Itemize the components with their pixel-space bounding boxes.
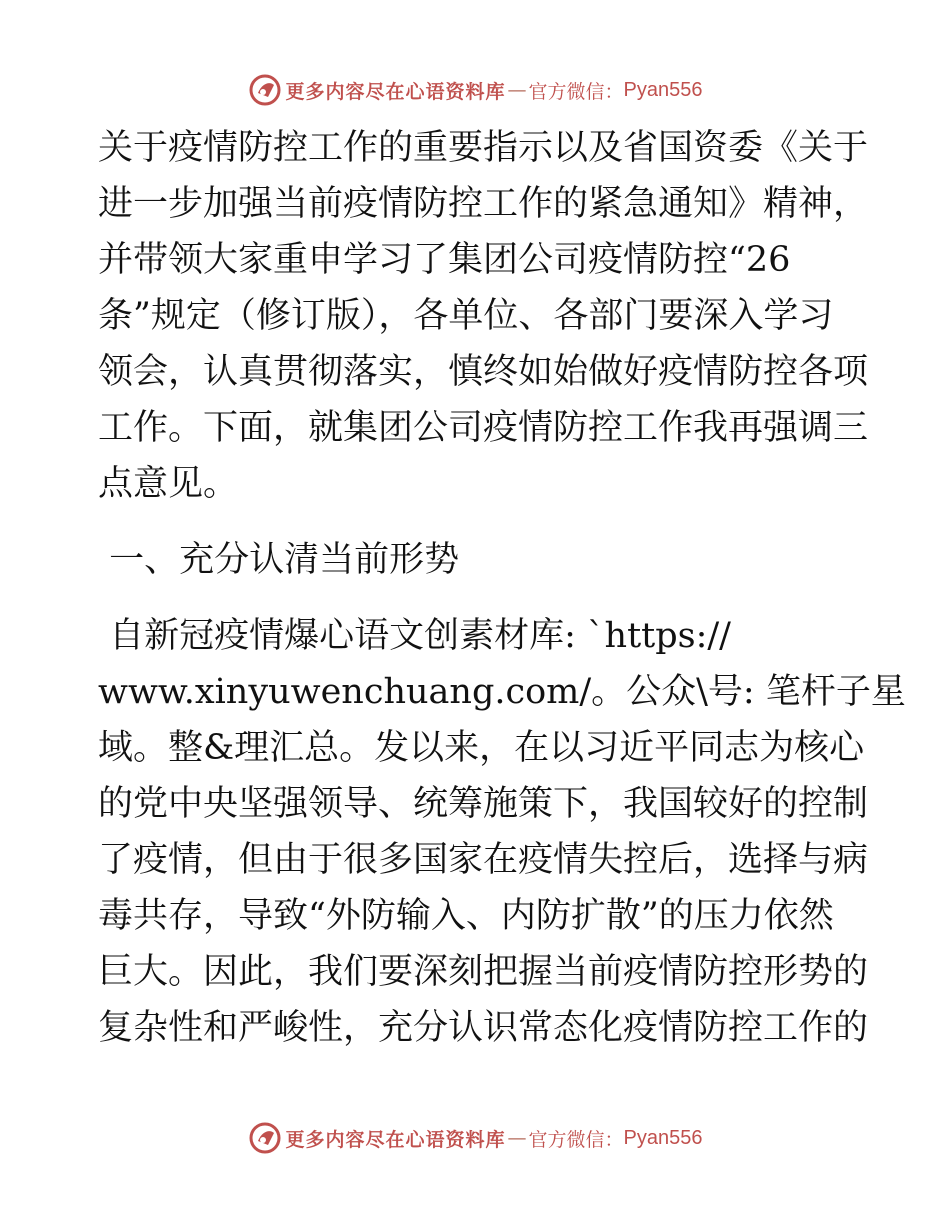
text-line: 工作。下面，就集团公司疫情防控工作我再强调三 [98,408,869,448]
footer-banner [0,1118,950,1158]
paragraph-2 [98,608,906,1056]
seal-logo-icon [248,1121,282,1155]
banner-wechat-label: 官方微信： [528,1128,624,1151]
text-line: 关于疫情防控工作的重要指示以及省国资委《关于 [98,128,869,168]
text-line: 并带领大家重申学习了集团公司疫情防控“26 [98,240,791,280]
banner-separator: — [507,1127,527,1149]
paragraph-1 [98,120,869,512]
document-body [98,120,906,1056]
text-line: 进一步加强当前疫情防控工作的紧急通知》精神， [98,184,869,224]
banner-wechat-id: Pyan556 [623,78,703,101]
text-line: 的党中央坚强领导、统筹施策下，我国较好的控制 [98,784,869,824]
seal-logo-icon [248,73,282,107]
text-line: 毒共存，导致“外防输入、内防扩散”的压力依然 [98,896,834,936]
text-line: 条”规定（修订版），各单位、各部门要深入学习 [98,296,834,336]
banner-wechat-id: Pyan556 [623,1126,703,1149]
text-line: 点意见。 [98,464,239,504]
spacer [98,588,858,608]
text-line: 领会，认真贯彻落实，慎终如始做好疫情防控各项 [98,352,869,392]
spacer [98,512,858,532]
banner-brand-text: 更多内容尽在心语资料库 [285,1128,506,1151]
banner-wechat-label: 官方微信： [528,80,624,103]
text-line: 复杂性和严峻性，充分认识常态化疫情防控工作的 [98,1008,869,1048]
text-line: 域。整&理汇总。发以来，在以习近平同志为核心 [98,728,865,768]
banner-separator: — [507,79,527,101]
header-banner [0,70,950,110]
section-heading: 一、充分认清当前形势 [98,540,460,580]
text-line: 了疫情，但由于很多国家在疫情失控后，选择与病 [98,840,869,880]
text-line: www.xinyuwenchuang.com/。公众\号: 笔杆子星 [98,672,906,712]
text-line: 巨大。因此，我们要深刻把握当前疫情防控形势的 [98,952,869,992]
text-line: 自新冠疫情爆心语文创素材库: `https:// [98,616,731,656]
banner-brand-text: 更多内容尽在心语资料库 [285,80,506,103]
